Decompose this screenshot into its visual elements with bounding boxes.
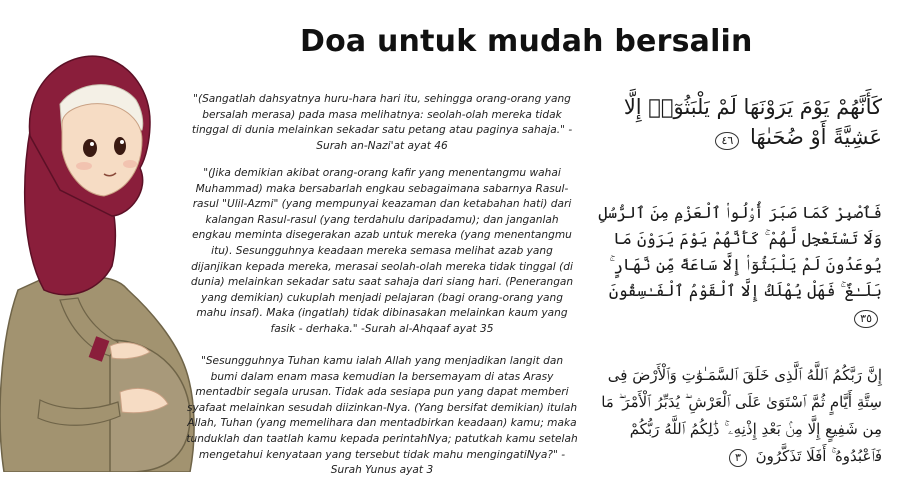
translation-text: "(Sangatlah dahsyatnya huru-hara hari itu, sehingga orang-orang yang bersalah merasa) pada masa melihatnya: seolah-olah mereka tidak tinggal di dunia melainkan sekadar satu petang atau paginya sahaja." xyxy=(191,93,571,137)
translation-text: "(Jika demikian akibat orang-orang kafir yang menentangmu wahai Muhammad) maka bersabarlah engkau sebagaimana sabarnya Rasul-rasul "Ulil-Azmi" (yang mempunyai keazaman dan ketabahan hati) dari kalangan Rasul-rasul (yang terdahulu daripadamu); dan janganlah engkau meminta disegerakan azab untuk mereka (yang menentangmu itu). Sesungguhnya keadaan mereka semasa melihat azab yang dijanjikan kepada mereka, merasai seolah-olah mereka tidak tinggal (di dunia) melainkan sekadar satu saat sahaja dari siang hari. (Penerangan yang demikian) cukuplah menjadi pelajaran (bagi orang-orang yang mahu insaf). Maka (ingatlah) tidak dibinasakan melainkan kaum yang fasik - derhaka." xyxy=(190,167,574,335)
verse-translation-2 xyxy=(186,166,578,338)
arabic-verse-3 xyxy=(582,362,882,470)
ayah-number-marker: ٤٦ xyxy=(715,132,739,150)
verse-translation-3 xyxy=(186,354,578,479)
pregnant-woman-illustration xyxy=(0,40,200,472)
ayah-number-marker: ٣ xyxy=(729,449,747,467)
verse-source: -Surah Yunus ayat 3 xyxy=(330,448,566,477)
verse-translation-1 xyxy=(186,92,578,154)
arabic-verse-2 xyxy=(582,200,882,330)
ayah-number-marker: ٣٥ xyxy=(854,310,878,328)
arabic-text: فَٱصْبِرْ كَمَا صَبَرَ أُو۟لُوا۟ ٱلْعَزْمِ مِنَ ٱلرُّسُلِ وَلَا تَسْتَعْجِل لَّهُمْ ۚ كَأَنَّهُمْ يَوْمَ يَرَوْنَ مَا يُوعَدُونَ لَمْ يَلْبَثُوٓا۟ إِلَّا سَاعَةً مِّن نَّهَارٍ ۚ بَلَـٰغٌ ۚ فَهَلْ يُهْلَكُ إِلَّا ٱلْقَوْمُ ٱلْفَـٰسِقُونَ xyxy=(598,203,882,300)
arabic-text: كَأَنَّهُمْ يَوْمَ يَرَوْنَهَا لَمْ يَلْبَثُوٓا۟ إِلَّا عَشِيَّةً أَوْ ضُحَىٰهَا xyxy=(623,95,882,149)
right-eye xyxy=(114,137,126,155)
left-eye xyxy=(83,139,97,157)
verse-source: -Surah an-Nazi'at ayat 46 xyxy=(316,124,573,152)
arabic-text: إِنَّ رَبَّكُمُ ٱللَّهُ ٱلَّذِى خَلَقَ ٱلسَّمَـٰوَٰتِ وَٱلْأَرْضَ فِى سِتَّةِ أَيَّامٍ ثُمَّ ٱسْتَوَىٰ عَلَى ٱلْعَرْشِ ۖ يُدَبِّرُ ٱلْأَمْرَ ۖ مَا مِن شَفِيعٍ إِلَّا مِنۢ بَعْدِ إِذْنِهِۦ ۚ ذَٰلِكُمُ ٱللَّهُ رَبُّكُمْ فَٱعْبُدُوهُ ۚ أَفَلَا تَذَكَّرُونَ xyxy=(601,366,882,465)
arabic-verse-1 xyxy=(582,92,882,152)
translation-text: "Sesungguhnya Tuhan kamu ialah Allah yang menjadikan langit dan bumi dalam enam masa kemudian Ia bersemayam di atas Arasy mentadbir segala urusan. Tidak ada sesiapa pun yang dapat memberi syafaat melainkan sesudah diizinkan-Nya. (Yang bersifat demikian) itulah Allah, Tuhan (yang memelihara dan mentadbirkan keadaan) kamu; maka tunduklah dan taatlah kamu kepada perintahNya; patutkah kamu setelah mengetahui kenyataan yang tersebut tidak mahu mengingatiNya?" xyxy=(186,355,578,461)
verse-source: -Surah al-Ahqaaf ayat 35 xyxy=(360,322,494,335)
page-title: Doa untuk mudah bersalin xyxy=(300,24,753,59)
